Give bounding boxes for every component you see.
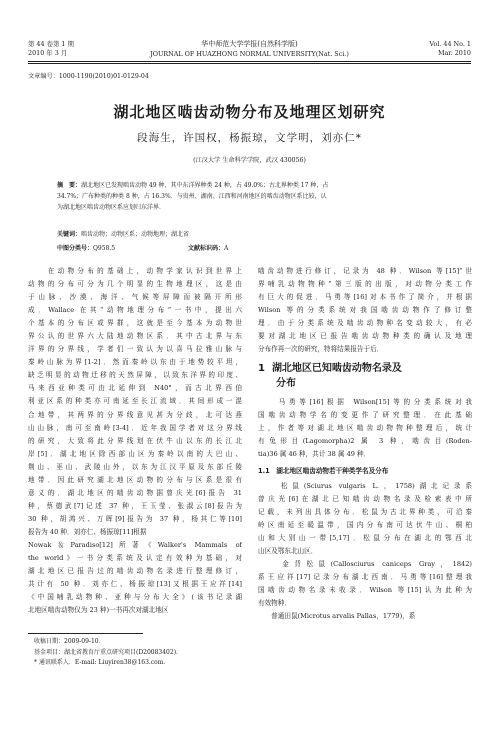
text-line: 共计有 50 种．刘亦仁、杨振琼[13]又根据王应祥[14] [28, 580, 242, 589]
text-line: 荆山、巫山、武陵山外，以东为江汉平原及东部丘陵 [28, 462, 242, 471]
text-line: 松鼠(Sciurus vulgaris L.，1758)湖北记录系 [258, 482, 472, 490]
article-number: 文章编号：1000-1190(2010)01-0129-04 [28, 73, 149, 80]
text-line: 国啮齿动物名录未收录．Wilson 等[15]认为此种为 [258, 586, 472, 595]
text-line: 啮齿动物进行修订，记录为 48 种．Wilson 等[15]“世 [258, 267, 472, 275]
doc-code: A [224, 245, 229, 252]
text-line: Nowak＆Paradiso[12]所著《Walker's Mammals of [28, 540, 242, 549]
journal-name-cn: 华中师范大学学报(自然科学版) [201, 40, 298, 48]
paper-title: 湖北地区啮齿动物分布及地理区划研究 [113, 103, 386, 121]
text-line: 30 种，胡鸿兴、万晖[9]报告为 37 种，杨其仁等[10] [28, 514, 242, 523]
text-line: 山区及鄂东北山区． [258, 547, 318, 556]
keywords-row [57, 229, 189, 238]
journal-name-en: JOURNAL OF HUAZHONG NORMAL UNIVERSITY(Nat. Sci.) [150, 50, 349, 58]
abstract-line: 为湖北地区啮齿动物区系应划归东洋界． [57, 204, 166, 211]
clc-row [57, 243, 115, 252]
header-rule [28, 61, 471, 62]
text-line: 缺乏明显的动物迁移的天然屏障，以致东洋界的印度、 [28, 371, 242, 380]
text-line: 湖北地区已报告过的啮齿动物名录进行整理修订， [28, 567, 242, 576]
abstract-line: 34.7%；广布种类的种类 8 种，占 16.3%．与贵州、湖南、江西和河南地区的啮齿动物区系比较，认 [57, 193, 327, 200]
text-line: 系王应祥[17]记录分布湖北西南．马勇等[16]整理我 [258, 573, 472, 582]
text-line: 意义的．湖北地区的啮齿动物据曾庆光[6]报告 31 [28, 488, 242, 497]
text-line: 要对湖北地区已报告啮齿动物种类的确认及地理 [258, 332, 472, 341]
footnote-funding: 基金项目：湖北省教育厅重点研究项目(D20083402)． [34, 648, 183, 656]
subsection-1-1-heading: 1.1 湖北地区啮齿动物若干种类学名及分布 [258, 467, 389, 475]
text-line: 马来西亚种类可由北延伸到 N40°，而古北界西伯 [28, 384, 242, 393]
text-line: 于山脉、沙漠、海洋、气候等屏障而被隔开所形 [28, 293, 242, 302]
text-line: 山和大别山一带[5,17]．松鼠分布在湖北的鄂西北 [258, 534, 472, 543]
body-right-column-top [258, 265, 472, 356]
footnote-rule [28, 633, 143, 634]
abstract [57, 180, 457, 213]
text-line: 记载，未列出具体分布．松鼠为古北界种类，可沿秦 [258, 508, 472, 517]
footnote-correspondence: * 通讯联系人．E-mail: Liuyiren38@163.com． [34, 659, 170, 666]
text-line: 岭区南延至暖温带，国内分布南可达伏牛山、桐柏 [258, 521, 472, 530]
text-line: 普通田鼠(Microtus arvalis Pallas，1779)，系 [258, 612, 416, 621]
text-line: 成．Wallace 在其“动物地理分布”一书中，提出六 [28, 306, 242, 315]
text-line: 动物的分布可分为几个明显的生物地理区，这是由 [28, 280, 242, 289]
section-1-title: 湖北地区已知啮齿动物名录及 [271, 363, 402, 374]
body-right-column-mid [258, 396, 472, 461]
section-1-heading [258, 361, 472, 391]
footnote-received: 收稿日期：2009-09-10． [34, 638, 105, 645]
text-line: 分布作再一次的研究，特将结果报告于后． [258, 345, 384, 354]
text-line: 曾庆光[6]在湖北已知啮齿动物名录及检索表中所 [258, 495, 472, 504]
keywords: 啮齿动物；动物区系；动物地理；湖北省 [81, 231, 190, 238]
doc-code-label: 文献标识码： [188, 245, 225, 252]
text-line: 理．由于分类系统及啮齿动物种名变动较大，有必 [258, 319, 472, 328]
body-left-column [28, 265, 242, 617]
header-rule-thin [28, 63, 471, 64]
text-line: 种，蔡德武[7]记述 37 种，王玉莹、张淑云[8]报告为 [28, 501, 242, 510]
paper-authors: 段海生，许国权，杨振琼，文学明，刘亦仁* [137, 132, 362, 144]
text-line: 报告为 40 种．刘亦仁、杨振琼[11]根据 [28, 527, 147, 536]
journal-date-cn: 2010 年 3 月 [28, 49, 68, 57]
text-line: 界公认的世界六大陆地动物区系．其中古北界与东 [28, 332, 242, 341]
text-line: 在动物分布的基础上，动物学家认识到世界上 [28, 267, 242, 275]
text-line: 上，作者等对湖北地区啮齿动物物种整理后，统计 [258, 424, 472, 433]
abstract-label: 摘 要： [57, 182, 82, 189]
text-line: 洋界的分界线，学者们一致认为以喜马拉雅山脉与 [28, 345, 242, 354]
text-line: 利亚区系的种类亦可南延至长江流域．其间形成一混 [28, 397, 242, 406]
abstract-line: 湖北地区已发现啮齿动物 49 种，其中东洋界种类 24 种，占 49.0%；古北界种类 17 种，占 [81, 182, 329, 189]
text-line: 界哺乳动物物种”第三版的出版，对动物分类工作 [258, 280, 472, 289]
text-line: 的研究，大致将此分界线划在伏牛山以东的长江北 [28, 436, 242, 445]
section-1-number: 1 [258, 363, 265, 374]
text-line: 地带．因此研究湖北地区动物的分布与区系是很有 [28, 475, 242, 484]
text-line: 山山脉，南可至南岭[3-4]．近年我国学者对这分界线 [28, 423, 242, 432]
text-line: tia)36 属 46 种，共计 38 属 49 种． [258, 450, 371, 459]
text-line: 秦岭山脉为界[1-2]．然而秦岭以东由于地势较平坦， [28, 358, 242, 367]
journal-volume-en: Vol. 44 No. 1 [429, 40, 471, 48]
text-line: 有兔形目(Lagomorpha)2 属 3 种，啮齿目(Roden- [258, 437, 472, 446]
text-line: Wilson 等的分类系统对我国啮齿动物作了修订整 [258, 306, 472, 315]
text-line: 合地带，其两界的分界线意见甚为分歧，北可达燕 [28, 410, 242, 419]
text-line: 国啮齿动物学名的变更作了研究整理．在此基础 [258, 411, 472, 420]
text-line: 马勇等[16]根据 Wilson[15]等的分类系统对我 [258, 398, 472, 406]
text-line: 岸[5]．湖北地区除西部山区为秦岭以南的大巴山、 [28, 449, 242, 458]
text-line: 有巨大的促进．马勇等[16]对本书作了简介，并根据 [258, 293, 472, 302]
text-line: 金背松鼠(Callosciurus caniceps Gray，1842) [258, 560, 472, 569]
keywords-label: 关键词： [57, 231, 82, 238]
text-line: 《中国哺乳动物种、亚种与分布大全》(该书记录湖 [28, 593, 242, 602]
text-line: 有效物种． [258, 599, 291, 608]
clc-code: Q958.5 [93, 245, 116, 252]
journal-date-en: Mar. 2010 [437, 49, 471, 57]
paper-affiliation: (江汉大学 生命科学学院，武汉 430056) [193, 157, 306, 164]
text-line: 个基本的分布区或界群，这就是至今基本为动物世 [28, 319, 242, 328]
doc-code-row [188, 243, 228, 252]
section-1-title-cont: 分布 [276, 378, 296, 389]
text-line: the world》一书分类系统及认定有效种为基础，对 [28, 554, 242, 563]
body-right-column-bottom [258, 480, 472, 624]
clc-label: 中图分类号： [57, 245, 94, 252]
text-line: 北地区啮齿动物仅为 23 种)一书再次对湖北地区 [28, 606, 169, 615]
journal-volume-cn: 第 44 卷第 1 期 [28, 40, 74, 48]
footnotes [34, 637, 182, 669]
